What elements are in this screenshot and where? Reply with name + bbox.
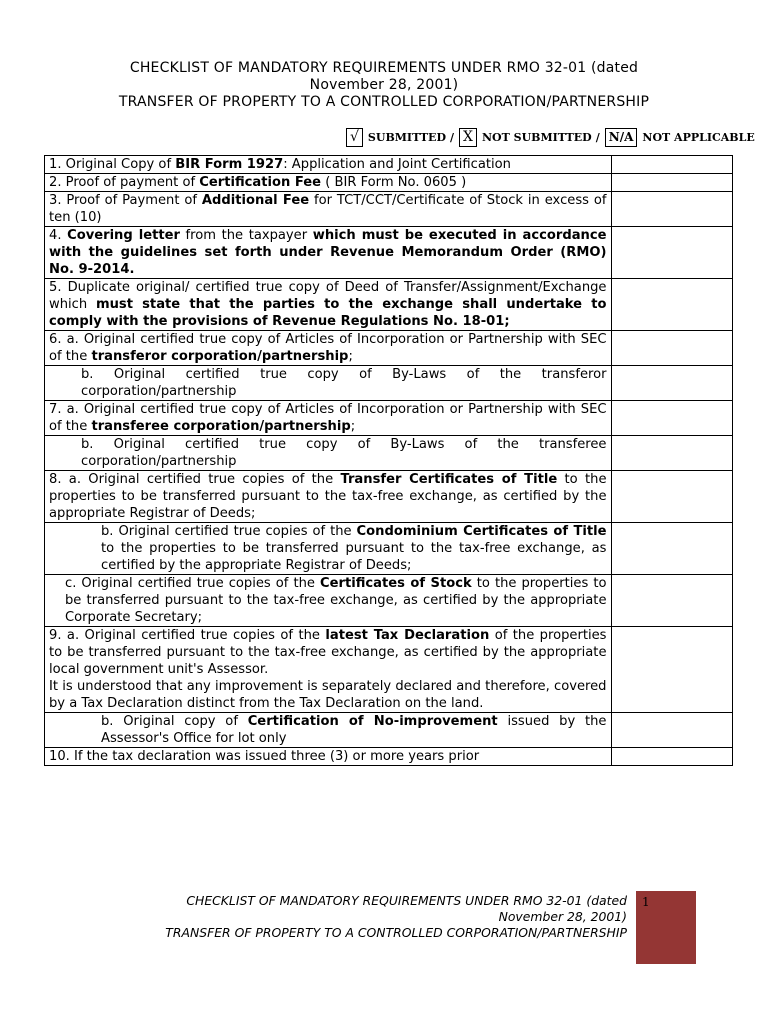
not-submitted-mark-box: X bbox=[459, 128, 477, 147]
table-row bbox=[45, 471, 733, 523]
status-cell[interactable] bbox=[611, 748, 733, 766]
table-row bbox=[45, 401, 733, 436]
status-cell[interactable] bbox=[611, 436, 733, 471]
status-cell[interactable] bbox=[611, 401, 733, 436]
table-row bbox=[45, 331, 733, 366]
requirements-table bbox=[44, 155, 733, 766]
footer-line-1: CHECKLIST OF MANDATORY REQUIREMENTS UNDER RMO 32-01 (dated bbox=[186, 893, 627, 908]
table-row bbox=[45, 575, 733, 627]
legend-separator: / bbox=[595, 130, 600, 144]
table-row bbox=[45, 366, 733, 401]
page-footer bbox=[80, 893, 627, 941]
requirement-text: 6. a. Original certified true copy of Articles of Incorporation or Partnership with SEC of the transferor corporation/partnership; bbox=[45, 331, 612, 366]
status-cell[interactable] bbox=[611, 227, 733, 279]
requirement-text: 1. Original Copy of BIR Form 1927: Application and Joint Certification bbox=[45, 156, 612, 174]
requirement-text: 9. a. Original certified true copies of the latest Tax Declaration of the properties to be transferred pursuant to the tax-free exchange, as certified by the appropriate local government unit's Assessor. It is understood that any improvement is separately declared and therefore, covered by a Tax Declaration distinct from the Tax Declaration on the land. bbox=[45, 627, 612, 713]
requirement-text: 2. Proof of payment of Certification Fee ( BIR Form No. 0605 ) bbox=[45, 174, 612, 192]
page-number-badge: 1 bbox=[636, 891, 696, 964]
status-cell[interactable] bbox=[611, 627, 733, 713]
status-cell[interactable] bbox=[611, 192, 733, 227]
requirement-text: 8. a. Original certified true copies of the Transfer Certificates of Title to the properties to be transferred pursuant to the tax-free exchange, as certified by the appropriate Registrar of Deeds; bbox=[45, 471, 612, 523]
requirement-text: b. Original certified true copy of By-Laws of the transferor corporation/partnership bbox=[45, 366, 612, 401]
status-cell[interactable] bbox=[611, 331, 733, 366]
table-row bbox=[45, 627, 733, 713]
requirement-text: b. Original copy of Certification of No-improvement issued by the Assessor's Office for lot only bbox=[45, 713, 612, 748]
status-cell[interactable] bbox=[611, 471, 733, 523]
not-submitted-label: NOT SUBMITTED bbox=[481, 130, 592, 144]
requirement-text: 4. Covering letter from the taxpayer which must be executed in accordance with the guidelines set forth under Revenue Memorandum Order (RMO) No. 9-2014. bbox=[45, 227, 612, 279]
footer-line-3: TRANSFER OF PROPERTY TO A CONTROLLED CORPORATION/PARTNERSHIP bbox=[165, 925, 627, 940]
status-cell[interactable] bbox=[611, 174, 733, 192]
table-row bbox=[45, 156, 733, 174]
table-row bbox=[45, 174, 733, 192]
table-row bbox=[45, 279, 733, 331]
requirement-text: 7. a. Original certified true copy of Articles of Incorporation or Partnership with SEC of the transferee corporation/partnership; bbox=[45, 401, 612, 436]
legend-separator: / bbox=[449, 130, 455, 144]
na-mark-box: N/A bbox=[605, 128, 638, 147]
table-row bbox=[45, 227, 733, 279]
status-cell[interactable] bbox=[611, 713, 733, 748]
table-row bbox=[45, 192, 733, 227]
requirement-text: b. Original certified true copies of the Condominium Certificates of Title to the properties to be transferred pursuant to the tax-free exchange, as certified by the appropriate Registrar of Deeds; bbox=[45, 523, 612, 575]
title-line-1: CHECKLIST OF MANDATORY REQUIREMENTS UNDER RMO 32-01 (dated bbox=[129, 60, 639, 76]
table-row bbox=[45, 713, 733, 748]
status-cell[interactable] bbox=[611, 523, 733, 575]
submitted-label: SUBMITTED bbox=[367, 130, 446, 144]
requirement-text: 3. Proof of Payment of Additional Fee for TCT/CCT/Certificate of Stock in excess of ten (10) bbox=[45, 192, 612, 227]
submitted-mark-box: √ bbox=[346, 128, 363, 147]
status-cell[interactable] bbox=[611, 279, 733, 331]
table-row bbox=[45, 436, 733, 471]
requirement-text: b. Original certified true copy of By-Laws of the transferee corporation/partnership bbox=[45, 436, 612, 471]
document-title bbox=[30, 60, 738, 111]
requirement-text: c. Original certified true copies of the Certificates of Stock to the properties to be transferred pursuant to the tax-free exchange, as certified by the appropriate Corporate Secretary; bbox=[45, 575, 612, 627]
not-applicable-label: NOT APPLICABLE bbox=[642, 130, 755, 144]
table-row bbox=[45, 523, 733, 575]
title-line-2: November 28, 2001) bbox=[309, 77, 459, 93]
table-row bbox=[45, 748, 733, 766]
status-legend bbox=[346, 126, 755, 148]
requirement-text: 10. If the tax declaration was issued three (3) or more years prior bbox=[45, 748, 612, 766]
status-cell[interactable] bbox=[611, 366, 733, 401]
status-cell[interactable] bbox=[611, 575, 733, 627]
status-cell[interactable] bbox=[611, 156, 733, 174]
title-line-3: TRANSFER OF PROPERTY TO A CONTROLLED CORPORATION/PARTNERSHIP bbox=[118, 94, 650, 110]
requirement-text: 5. Duplicate original/ certified true copy of Deed of Transfer/Assignment/Exchange which must state that the parties to the exchange shall undertake to comply with the provisions of Revenue Regulations No. 18-01; bbox=[45, 279, 612, 331]
footer-line-2: November 28, 2001) bbox=[498, 909, 627, 924]
